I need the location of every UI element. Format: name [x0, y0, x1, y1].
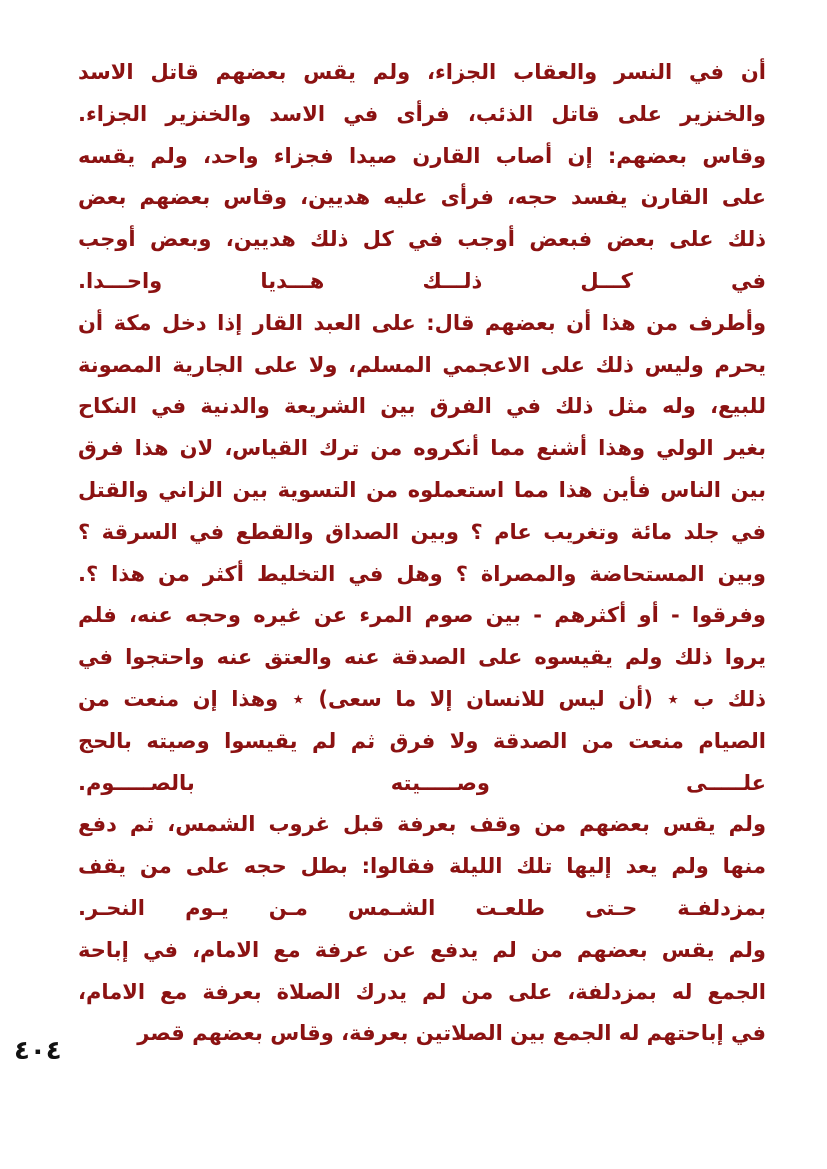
text-line: يحرم وليس ذلك على الاعجمي المسلم، ولا على الجارية المصونة [78, 352, 766, 377]
text-line: في جلد مائة وتغريب عام ؟ وبين الصداق والقطع في السرقة ؟ [78, 519, 766, 544]
document-body [78, 52, 766, 1055]
text-line: على القارن يفسد حجه، فرأى عليه هديين، وقاس بعضهم بعض [78, 185, 766, 210]
text-line: بين الناس فأين هذا مما استعملوه من التسوية بين الزاني والقتل [78, 477, 766, 502]
text-line: ذلك على بعض فبعض أوجب في كل ذلك هديين، وبعض أوجب [78, 227, 766, 252]
text-line: وفرقوا - أو أكثرهم - بين صوم المرء عن غيره وحجه عنه، فلم [78, 603, 766, 628]
text-line: الجمع له بمزدلفة، على من لم يدرك الصلاة بعرفة مع الامام، [78, 979, 766, 1004]
text-line: للبيع، وله مثل ذلك في الفرق بين الشريعة والدنية في النكاح [78, 394, 766, 419]
text-line: الصيام منعت من الصدقة ولا فرق ثم لم يقيسوا وصيته بالحج [78, 728, 766, 753]
text-line: بمزدلفـة حـتى طلعـت الشـمس مـن يـوم النحـر. [78, 895, 766, 920]
text-line: بغير الولي وهذا أشنع مما أنكروه من ترك القياس، لان هذا فرق [78, 436, 766, 461]
text-line: أن في النسر والعقاب الجزاء، ولم يقس بعضهم قاتل الاسد [78, 60, 766, 84]
text-line: علـــــى وصـــــيته بالصـــــوم. [78, 770, 766, 795]
text-line: منها ولم يعد إليها تلك الليلة فقالوا: بطل حجه على من يقف [78, 854, 766, 879]
text-line: في كـــل ذلـــك هـــديا واحـــدا. [78, 268, 766, 293]
page-number: ٤٠٤ [14, 1036, 62, 1066]
text-line: والخنزير على قاتل الذئب، فرأى في الاسد والخنزير الجزاء. [78, 101, 766, 126]
text-line: وقاس بعضهم: إن أصاب القارن صيدا فجزاء واحد، ولم يقسه [78, 143, 766, 168]
text-line: في إباحتهم له الجمع بين الصلاتين بعرفة، وقاس بعضهم قصر [137, 1021, 766, 1046]
text-line: ولم يقس بعضهم من وقف بعرفة قبل غروب الشمس، ثم دفع [78, 812, 766, 837]
text-line: يروا ذلك ولم يقيسوه على الصدقة عنه والعتق عنه واحتجوا في [78, 645, 766, 670]
text-line: وبين المستحاضة والمصراة ؟ وهل في التخليط أكثر من هذا ؟. [78, 561, 766, 586]
text-line: وأطرف من هذا أن بعضهم قال: على العبد القار إذا دخل مكة أن [78, 310, 766, 335]
text-line: ذلك ب ⋆ (أن ليس للانسان إلا ما سعى) ⋆ وهذا إن منعت من [78, 686, 766, 711]
text-line: ولم يقس بعضهم من لم يدفع عن عرفة مع الامام، في إباحة [78, 937, 766, 962]
